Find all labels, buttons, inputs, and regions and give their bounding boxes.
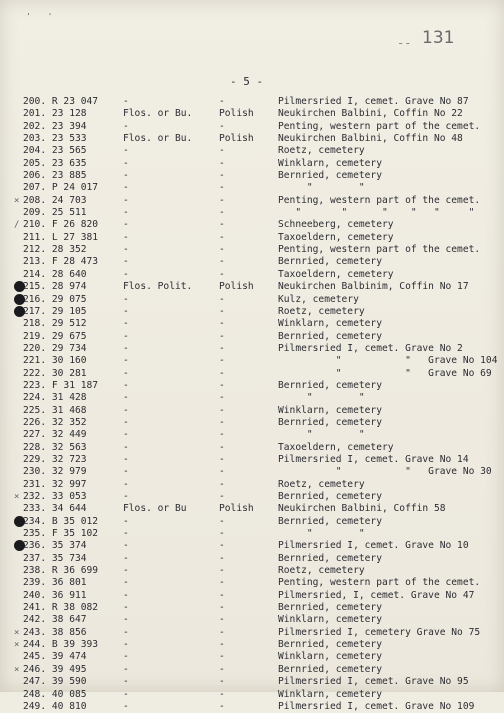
record-location: Bernried, cemetery bbox=[278, 330, 382, 342]
record-row bbox=[0, 318, 504, 330]
record-nationality: - bbox=[219, 379, 225, 391]
record-category: - bbox=[123, 676, 129, 688]
record-location: Neukirchen Balbini, Coffin No 22 bbox=[278, 108, 463, 120]
record-location: Winklarn, cemetery bbox=[278, 404, 382, 416]
record-row bbox=[0, 380, 504, 392]
record-location: Bernried, cemetery bbox=[278, 602, 382, 614]
record-number: 247. 39 590 bbox=[23, 676, 87, 688]
record-nationality: - bbox=[219, 651, 225, 663]
record-row bbox=[0, 195, 504, 207]
record-category: Flos. or Bu. bbox=[123, 133, 193, 145]
record-number: 201. 23 128 bbox=[23, 108, 87, 120]
record-row bbox=[0, 232, 504, 244]
record-number: 210. F 26 820 bbox=[23, 219, 99, 231]
record-location: " " bbox=[278, 429, 365, 441]
record-location: Taxoeldern, cemetery bbox=[278, 231, 394, 243]
record-location: " " Grave No 104 bbox=[278, 355, 498, 367]
record-category: - bbox=[123, 256, 129, 268]
record-row bbox=[0, 244, 504, 256]
record-category: - bbox=[123, 145, 129, 157]
record-row bbox=[0, 294, 504, 306]
record-nationality: - bbox=[219, 515, 225, 527]
record-row bbox=[0, 516, 504, 528]
record-category: - bbox=[123, 688, 129, 700]
record-category: - bbox=[123, 367, 129, 379]
record-number: 240. 36 911 bbox=[23, 589, 87, 601]
record-location: " " " " " " bbox=[278, 207, 475, 219]
record-location: Penting, western part of the cemet. bbox=[278, 194, 481, 206]
record-location: Neukirchen Balbini, Coffin 58 bbox=[278, 503, 446, 515]
record-nationality: - bbox=[219, 355, 225, 367]
record-nationality: - bbox=[219, 157, 225, 169]
record-number: 249. 40 810 bbox=[23, 700, 87, 712]
record-location: " " bbox=[278, 528, 365, 540]
record-number: 245. 39 474 bbox=[23, 651, 87, 663]
record-location: Bernried, cemetery bbox=[278, 491, 382, 502]
record-category: Flos. or Bu. bbox=[123, 108, 193, 120]
record-location: Pilmersried I, cemet. Grave No 109 bbox=[278, 700, 475, 712]
record-number: 238. R 36 699 bbox=[23, 565, 99, 577]
record-nationality: - bbox=[219, 318, 225, 330]
record-nationality: - bbox=[219, 145, 225, 157]
record-location: Bernried, cemetery bbox=[278, 552, 382, 564]
record-category: - bbox=[123, 293, 129, 305]
record-number: 209. 25 511 bbox=[23, 207, 87, 219]
record-category: - bbox=[123, 231, 129, 243]
margin-mark: × bbox=[14, 195, 20, 206]
record-category: - bbox=[123, 268, 129, 280]
record-nationality: - bbox=[219, 170, 225, 182]
record-location: " " bbox=[278, 392, 365, 404]
record-location: Pilmersried I, cemet. Grave No 10 bbox=[278, 540, 469, 552]
record-location: " " bbox=[278, 182, 365, 194]
record-location: Bernried, cemetery bbox=[278, 170, 382, 182]
record-location: Pilmersried I, cemetery Grave No 75 bbox=[278, 626, 481, 638]
record-row bbox=[0, 417, 504, 429]
record-location: Bernried, cemetery bbox=[278, 663, 382, 675]
record-row bbox=[0, 651, 504, 663]
record-number: 241. R 38 082 bbox=[23, 602, 99, 614]
margin-mark: × bbox=[14, 627, 20, 638]
record-number: 228. 32 563 bbox=[23, 441, 87, 453]
record-number: 223. F 31 187 bbox=[23, 379, 99, 391]
record-category: - bbox=[123, 602, 129, 614]
record-row bbox=[0, 343, 504, 355]
record-row bbox=[0, 540, 504, 552]
record-category: - bbox=[123, 663, 129, 675]
record-row bbox=[0, 639, 504, 651]
record-nationality: - bbox=[219, 639, 225, 651]
record-row bbox=[0, 614, 504, 626]
record-number: 220. 29 734 bbox=[23, 342, 87, 354]
record-number: 229. 32 723 bbox=[23, 453, 87, 465]
record-nationality: - bbox=[219, 577, 225, 589]
record-number: 202. 23 394 bbox=[23, 120, 87, 132]
record-row bbox=[0, 590, 504, 602]
record-nationality: Polish bbox=[219, 108, 254, 120]
record-nationality: - bbox=[219, 256, 225, 268]
record-location: Pilmersried I, cemet. Grave No 14 bbox=[278, 453, 469, 465]
record-category: - bbox=[123, 355, 129, 367]
record-number: 203. 23 533 bbox=[23, 133, 87, 145]
record-nationality: - bbox=[219, 367, 225, 379]
record-number: 237. 35 734 bbox=[23, 552, 87, 564]
record-location: Bernried, cemetery bbox=[278, 379, 382, 391]
record-location: Bernried, cemetery bbox=[278, 515, 382, 527]
record-nationality: - bbox=[219, 626, 225, 638]
record-category: - bbox=[123, 318, 129, 330]
record-row bbox=[0, 429, 504, 441]
record-row bbox=[0, 219, 504, 231]
record-category: - bbox=[123, 700, 129, 712]
record-number: 239. 36 801 bbox=[23, 577, 87, 589]
record-category: - bbox=[123, 207, 129, 219]
record-nationality: - bbox=[219, 700, 225, 712]
record-row bbox=[0, 405, 504, 417]
record-row bbox=[0, 392, 504, 404]
record-location: Penting, western part of the cemet. bbox=[278, 244, 481, 256]
record-number: 217. 29 105 bbox=[23, 305, 87, 317]
record-number: 244. B 39 393 bbox=[23, 639, 99, 651]
record-location: Schneeberg, cemetery bbox=[278, 219, 394, 231]
record-category: - bbox=[123, 219, 129, 231]
record-nationality: - bbox=[219, 404, 225, 416]
record-nationality: - bbox=[219, 528, 225, 540]
record-number: 225. 31 468 bbox=[23, 404, 87, 416]
record-category: - bbox=[123, 194, 129, 206]
record-category: Flos. Polit. bbox=[123, 281, 193, 293]
record-nationality: - bbox=[219, 491, 225, 502]
record-category: - bbox=[123, 626, 129, 638]
record-category: Flos. or Bu bbox=[123, 503, 187, 515]
record-category: - bbox=[123, 515, 129, 527]
record-category: - bbox=[123, 589, 129, 601]
record-category: - bbox=[123, 379, 129, 391]
record-nationality: - bbox=[219, 466, 225, 478]
record-nationality: - bbox=[219, 342, 225, 354]
record-location: Winklarn, cemetery bbox=[278, 157, 382, 169]
record-number: 215. 28 974 bbox=[23, 281, 87, 293]
record-location: Roetz, cemetery bbox=[278, 565, 365, 577]
record-row bbox=[0, 207, 504, 219]
record-nationality: - bbox=[219, 565, 225, 577]
record-category: - bbox=[123, 491, 129, 502]
record-nationality: - bbox=[219, 392, 225, 404]
record-nationality: - bbox=[219, 676, 225, 688]
record-location: Pilmersried I, cemet. Grave No 95 bbox=[278, 676, 469, 688]
record-number: 212. 28 352 bbox=[23, 244, 87, 256]
record-number: 236. 35 374 bbox=[23, 540, 87, 552]
record-location: Bernried, cemetery bbox=[278, 256, 382, 268]
record-category: - bbox=[123, 614, 129, 626]
record-nationality: - bbox=[219, 453, 225, 465]
record-category: - bbox=[123, 170, 129, 182]
record-row bbox=[0, 170, 504, 182]
record-location: Bernried, cemetery bbox=[278, 416, 382, 428]
record-row bbox=[0, 664, 504, 676]
record-category: - bbox=[123, 552, 129, 564]
record-nationality: - bbox=[219, 589, 225, 601]
record-nationality: - bbox=[219, 540, 225, 552]
record-row bbox=[0, 528, 504, 540]
record-row bbox=[0, 145, 504, 157]
record-category: - bbox=[123, 120, 129, 132]
record-category: - bbox=[123, 453, 129, 465]
record-row bbox=[0, 553, 504, 565]
record-number: 218. 29 512 bbox=[23, 318, 87, 330]
record-category: - bbox=[123, 528, 129, 540]
record-nationality: - bbox=[219, 231, 225, 243]
record-category: - bbox=[123, 577, 129, 589]
record-number: 216. 29 075 bbox=[23, 293, 87, 305]
record-number: 227. 32 449 bbox=[23, 429, 87, 441]
record-list bbox=[0, 96, 504, 713]
record-number: 224. 31 428 bbox=[23, 392, 87, 404]
record-number: 214. 28 640 bbox=[23, 268, 87, 280]
record-location: " " Grave No 30 bbox=[278, 466, 492, 478]
record-location: Taxoeldern, cemetery bbox=[278, 441, 394, 453]
record-row bbox=[0, 121, 504, 133]
record-row bbox=[0, 108, 504, 120]
record-row bbox=[0, 701, 504, 713]
record-nationality: - bbox=[219, 293, 225, 305]
margin-mark: × bbox=[14, 492, 20, 502]
record-number: 221. 30 160 bbox=[23, 355, 87, 367]
record-row bbox=[0, 355, 504, 367]
margin-mark: × bbox=[14, 664, 20, 675]
record-row bbox=[0, 454, 504, 466]
record-number: 213. F 28 473 bbox=[23, 256, 99, 268]
record-number: 200. R 23 047 bbox=[23, 96, 99, 107]
record-row bbox=[0, 577, 504, 589]
record-number: 246. 39 495 bbox=[23, 663, 87, 675]
record-row bbox=[0, 689, 504, 701]
record-category: - bbox=[123, 330, 129, 342]
record-number: 219. 29 675 bbox=[23, 330, 87, 342]
page-ref-dash: -- bbox=[397, 36, 412, 50]
record-number: 208. 24 703 bbox=[23, 194, 87, 206]
record-number: 211. L 27 381 bbox=[23, 231, 99, 243]
record-nationality: - bbox=[219, 305, 225, 317]
record-row bbox=[0, 331, 504, 343]
record-location: Pilmersried I, cemet. Grave No 2 bbox=[278, 342, 463, 354]
record-nationality: - bbox=[219, 120, 225, 132]
record-category: - bbox=[123, 466, 129, 478]
record-number: 207. P 24 017 bbox=[23, 182, 99, 194]
page-reference-number: 131 bbox=[422, 28, 455, 48]
record-row bbox=[0, 565, 504, 577]
record-row bbox=[0, 306, 504, 318]
record-location: Roetz, cemetery bbox=[278, 478, 365, 490]
record-number: 206. 23 885 bbox=[23, 170, 87, 182]
record-nationality: Polish bbox=[219, 281, 254, 293]
record-nationality: - bbox=[219, 96, 225, 107]
record-category: - bbox=[123, 540, 129, 552]
record-location: Winklarn, cemetery bbox=[278, 688, 382, 700]
record-category: - bbox=[123, 96, 129, 107]
record-category: - bbox=[123, 441, 129, 453]
record-location: Roetz, cemetery bbox=[278, 145, 365, 157]
record-nationality: - bbox=[219, 416, 225, 428]
record-row bbox=[0, 269, 504, 281]
record-location: Bernried, cemetery bbox=[278, 639, 382, 651]
record-row bbox=[0, 368, 504, 380]
record-nationality: - bbox=[219, 552, 225, 564]
record-location: Winklarn, cemetery bbox=[278, 318, 382, 330]
margin-mark: × bbox=[14, 640, 20, 651]
record-nationality: - bbox=[219, 478, 225, 490]
record-nationality: Polish bbox=[219, 133, 254, 145]
record-location: Pilmersried, I, cemet. Grave No 47 bbox=[278, 589, 475, 601]
record-category: - bbox=[123, 565, 129, 577]
record-nationality: - bbox=[219, 688, 225, 700]
record-number: 234. B 35 012 bbox=[23, 515, 99, 527]
record-location: Roetz, cemetery bbox=[278, 305, 365, 317]
record-row bbox=[0, 627, 504, 639]
record-row bbox=[0, 96, 504, 108]
record-row bbox=[0, 491, 504, 503]
record-location: Neukirchen Balbinim, Coffin No 17 bbox=[278, 281, 469, 293]
record-category: - bbox=[123, 429, 129, 441]
record-category: - bbox=[123, 416, 129, 428]
record-row bbox=[0, 281, 504, 293]
record-location: Pilmersried I, cemet. Grave No 87 bbox=[278, 96, 469, 107]
record-category: - bbox=[123, 182, 129, 194]
record-number: 235. F 35 102 bbox=[23, 528, 99, 540]
record-row bbox=[0, 676, 504, 688]
record-number: 233. 34 644 bbox=[23, 503, 87, 515]
record-row bbox=[0, 158, 504, 170]
record-nationality: Polish bbox=[219, 503, 254, 515]
record-location: Neukirchen Balbini, Coffin No 48 bbox=[278, 133, 463, 145]
record-category: - bbox=[123, 404, 129, 416]
record-row bbox=[0, 602, 504, 614]
record-number: 242. 38 647 bbox=[23, 614, 87, 626]
record-category: - bbox=[123, 478, 129, 490]
record-category: - bbox=[123, 342, 129, 354]
record-row bbox=[0, 466, 504, 478]
record-row bbox=[0, 479, 504, 491]
record-nationality: - bbox=[219, 219, 225, 231]
record-nationality: - bbox=[219, 663, 225, 675]
record-location: Winklarn, cemetery bbox=[278, 651, 382, 663]
margin-mark: / bbox=[14, 220, 20, 231]
record-number: 205. 23 635 bbox=[23, 157, 87, 169]
record-row bbox=[0, 503, 504, 515]
record-nationality: - bbox=[219, 330, 225, 342]
record-nationality: - bbox=[219, 602, 225, 614]
record-location: Kulz, cemetery bbox=[278, 293, 359, 305]
record-location: Penting, western part of the cemet. bbox=[278, 577, 481, 589]
record-nationality: - bbox=[219, 207, 225, 219]
record-nationality: - bbox=[219, 441, 225, 453]
record-row bbox=[0, 442, 504, 454]
record-category: - bbox=[123, 157, 129, 169]
record-category: - bbox=[123, 651, 129, 663]
record-location: Winklarn, cemetery bbox=[278, 614, 382, 626]
record-row bbox=[0, 182, 504, 194]
record-location: Penting, western part of the cemet. bbox=[278, 120, 481, 132]
record-number: 226. 32 352 bbox=[23, 416, 87, 428]
record-nationality: - bbox=[219, 244, 225, 256]
record-number: 222. 30 281 bbox=[23, 367, 87, 379]
record-number: 204. 23 565 bbox=[23, 145, 87, 157]
record-nationality: - bbox=[219, 429, 225, 441]
record-category: - bbox=[123, 305, 129, 317]
record-number: 248. 40 085 bbox=[23, 688, 87, 700]
record-nationality: - bbox=[219, 268, 225, 280]
record-location: " " Grave No 69 bbox=[278, 367, 492, 379]
record-category: - bbox=[123, 392, 129, 404]
record-category: - bbox=[123, 639, 129, 651]
record-number: 243. 38 856 bbox=[23, 626, 87, 638]
record-nationality: - bbox=[219, 182, 225, 194]
record-nationality: - bbox=[219, 614, 225, 626]
record-number: 232. 33 053 bbox=[23, 491, 87, 502]
record-number: 230. 32 979 bbox=[23, 466, 87, 478]
record-location: Taxoeldern, cemetery bbox=[278, 268, 394, 280]
record-row bbox=[0, 133, 504, 145]
page-number: - 5 - bbox=[230, 75, 264, 88]
record-number: 231. 32 997 bbox=[23, 478, 87, 490]
record-nationality: - bbox=[219, 194, 225, 206]
record-category: - bbox=[123, 244, 129, 256]
record-row bbox=[0, 256, 504, 268]
corner-mark: ' ' bbox=[26, 12, 59, 21]
